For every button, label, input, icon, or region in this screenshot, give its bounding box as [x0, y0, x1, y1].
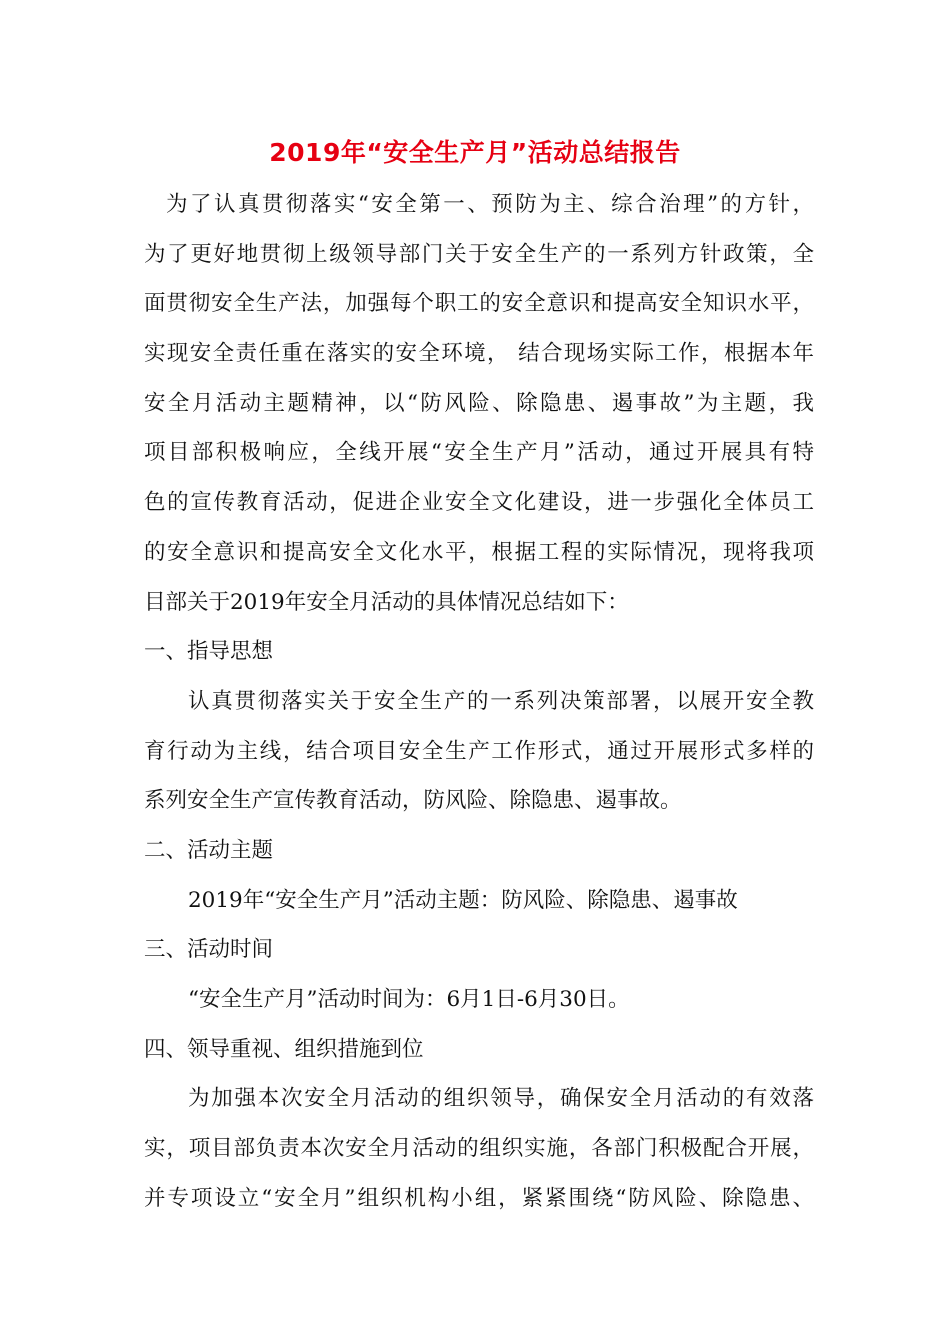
- paragraph-line: 育行动为主线，结合项目安全生产工作形式，通过开展形式多样的: [144, 738, 814, 764]
- paragraph-line: 认真贯彻落实关于安全生产的一系列决策部署，以展开安全教: [188, 688, 814, 714]
- paragraph-line: 并专项设立“安全月”组织机构小组，紧紧围绕“防风险、除隐患、: [144, 1185, 814, 1211]
- paragraph-line: 系列安全生产宣传教育活动，防风险、除隐患、遏事故。: [144, 788, 682, 814]
- section-heading: 一、指导思想: [144, 639, 274, 665]
- paragraph-line: 为了更好地贯彻上级领导部门关于安全生产的一系列方针政策，全: [144, 241, 814, 267]
- document-body: [144, 180, 814, 1223]
- paragraph-line: 2019年“安全生产月”活动主题：防风险、除隐患、遏事故: [188, 887, 738, 913]
- paragraph-line: 实现安全责任重在落实的安全环境， 结合现场实际工作，根据本年: [144, 341, 814, 367]
- paragraph-line: 色的宣传教育活动，促进企业安全文化建设，进一步强化全体员工: [144, 490, 814, 516]
- section-heading: 三、活动时间: [144, 937, 274, 963]
- paragraph-line: 为了认真贯彻落实“安全第一、预防为主、综合治理”的方针，: [166, 192, 814, 217]
- section-heading: 四、领导重视、组织措施到位: [144, 1036, 424, 1062]
- paragraph-line: 为加强本次安全月活动的组织领导，确保安全月活动的有效落: [188, 1086, 814, 1112]
- paragraph-line: 安全月活动主题精神，以“防风险、除隐患、遏事故”为主题，我: [144, 390, 814, 416]
- paragraph-line: “安全生产月”活动时间为：6月1日-6月30日。: [188, 987, 630, 1012]
- paragraph-line: 实，项目部负责本次安全月活动的组织实施，各部门积极配合开展，: [144, 1136, 814, 1162]
- paragraph-line: 目部关于2019年安全月活动的具体情况总结如下：: [144, 589, 629, 615]
- document-title: 2019年“安全生产月”活动总结报告: [269, 138, 681, 167]
- paragraph-line: 项目部积极响应，全线开展“安全生产月”活动，通过开展具有特: [144, 440, 814, 466]
- paragraph-line: 的安全意识和提高安全文化水平，根据工程的实际情况，现将我项: [144, 539, 814, 565]
- section-heading: 二、活动主题: [144, 837, 274, 863]
- paragraph-line: 面贯彻安全生产法，加强每个职工的安全意识和提高安全知识水平，: [144, 291, 814, 317]
